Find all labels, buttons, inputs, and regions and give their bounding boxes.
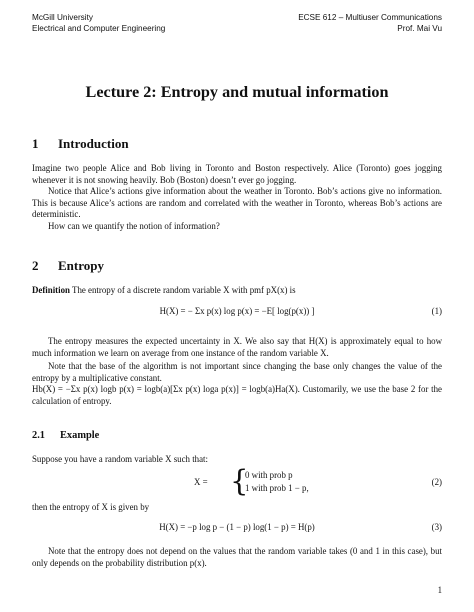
section-1-heading	[32, 136, 129, 152]
equation-2	[32, 464, 442, 498]
entropy-paragraph-3: Hb(X) = −Σx p(x) logb p(x) = logb(a)[Σx p(x) loga p(x)] = logb(a)Ha(X). Customarily, we use the base 2 for the calculation of entropy.	[32, 384, 442, 406]
left-brace: {	[230, 464, 249, 498]
equation-2-number: (2)	[431, 477, 442, 487]
equation-3-number: (3)	[431, 522, 442, 532]
entropy-paragraph-2: Note that the base of the algorithm is not important since changing the base only changes the value of the entropy by a multiplicative constant.	[32, 361, 442, 383]
example-paragraph-3: Note that the entropy does not depend on the values that the random variable takes (0 and 1 in this case), but only depends on the probability distribution p(x).	[32, 546, 442, 568]
header-professor: Prof. Mai Vu	[397, 24, 442, 33]
equation-3-body: H(X) = −p log p − (1 − p) log(1 − p) = H(p)	[159, 522, 315, 532]
equation-2-lhs: X =	[194, 477, 208, 487]
header-university: McGill University	[32, 13, 93, 22]
header-right	[298, 12, 442, 34]
section-2-heading	[32, 258, 104, 274]
definition-paragraph	[32, 285, 442, 297]
definition-text: The entropy of a discrete random variable X with pmf pX(x) is	[72, 285, 296, 295]
lecture-title: Lecture 2: Entropy and mutual information	[85, 83, 389, 101]
equation-2-case-1: 0 with prob p	[245, 470, 293, 480]
entropy-paragraph-1: The entropy measures the expected uncertainty in X. We also say that H(X) is approximately equal to how much information we learn on average from one instance of the random variable X.	[32, 336, 442, 358]
equation-1-number: (1)	[431, 306, 442, 316]
section-title: Entropy	[58, 258, 104, 273]
section-title: Introduction	[58, 136, 129, 151]
section-number: 2	[32, 258, 39, 273]
subsection-title: Example	[60, 430, 100, 441]
example-paragraph-1: Suppose you have a random variable X such that:	[32, 454, 208, 464]
subsection-2-1-heading	[32, 430, 99, 441]
example-paragraph-2: then the entropy of X is given by	[32, 502, 150, 512]
equation-1	[32, 306, 442, 320]
header-course: ECSE 612 – Multiuser Communications	[298, 13, 442, 22]
intro-paragraph-1: Imagine two people Alice and Bob living in Toronto and Boston respectively. Alice (Toronto) goes jogging whenever it is not snowing heavily. Bob (Boston) doesn’t ever go jogging.	[32, 163, 442, 185]
definition-label: Definition	[32, 285, 70, 295]
intro-paragraph-2: Notice that Alice’s actions give information about the weather in Toronto. Bob’s actions give no information. This is because Alice’s actions are random and correlated with the weather in Toronto, whereas Bob’s actions are deterministic.	[32, 186, 442, 220]
equation-3	[32, 522, 442, 536]
header-department: Electrical and Computer Engineering	[32, 24, 166, 33]
equation-2-case-2: 1 with prob 1 − p,	[245, 483, 309, 493]
equation-1-body: H(X) = − Σx p(x) log p(x) = −E[ log(p(x)) ]	[159, 306, 315, 316]
section-number: 1	[32, 136, 39, 151]
page-number: 1	[437, 585, 442, 595]
intro-paragraph-3: How can we quantify the notion of information?	[48, 221, 220, 231]
header-left	[32, 12, 165, 34]
subsection-number: 2.1	[32, 430, 45, 441]
